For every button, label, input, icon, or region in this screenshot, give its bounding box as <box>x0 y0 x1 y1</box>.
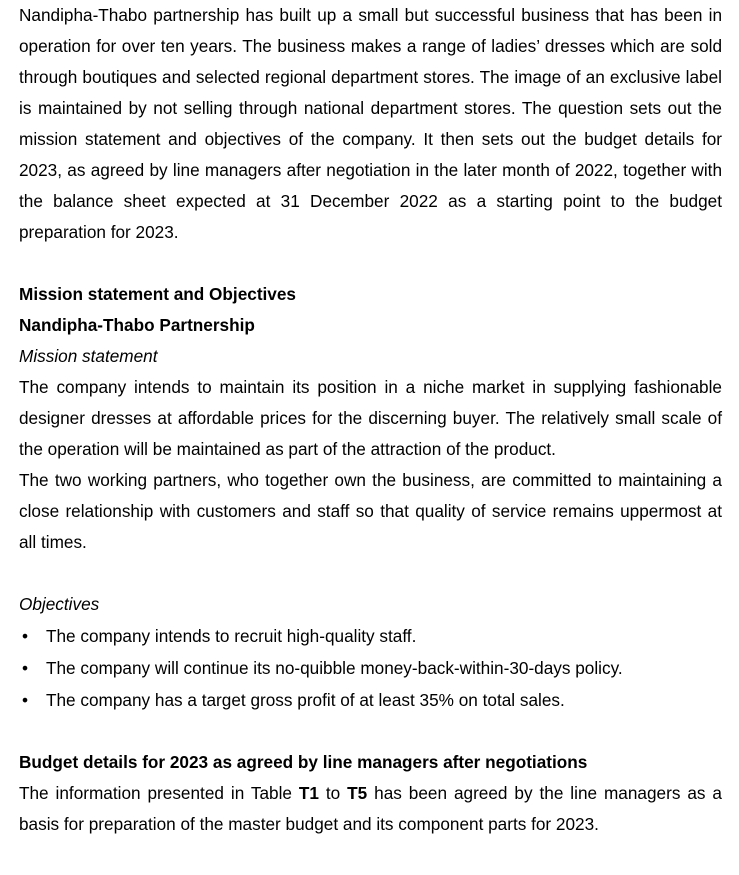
budget-text-part1: The information presented in Table <box>19 783 299 803</box>
objective-text: The company will continue its no-quibble money-back-within-30-days policy. <box>46 658 623 678</box>
bullet-icon: • <box>21 658 29 678</box>
objectives-label: Objectives <box>19 594 100 614</box>
mission-paragraph-2: The two working partners, who together own the business, are committed to maintaining a close relationship with customers and staff so that quality of service remains uppermost at all times. <box>19 470 722 552</box>
spacer <box>19 558 722 589</box>
bullet-icon: • <box>21 690 29 710</box>
list-item <box>19 620 722 652</box>
list-item <box>19 652 722 684</box>
bullet-icon: • <box>21 626 29 646</box>
spacer <box>19 716 722 747</box>
objectives-list <box>19 620 722 716</box>
budget-text-part3: has been agreed by the line managers as a basis for preparation of the master budget and its component parts for 2023. <box>19 783 722 834</box>
budget-text-part2: to <box>318 783 348 803</box>
spacer <box>19 248 722 279</box>
budget-section-heading: Budget details for 2023 as agreed by line managers after negotiations <box>19 752 588 772</box>
objective-text: The company has a target gross profit of at least 35% on total sales. <box>46 690 565 710</box>
intro-paragraph: Nandipha-Thabo partnership has built up a small but successful business that has been in operation for over ten years. The business makes a range of ladies’ dresses which are sold through boutiques and selected regional department stores. The image of an exclusive label is maintained by not selling through national department stores. The question sets out the mission statement and objectives of the company. It then sets out the budget details for 2023, as agreed by line managers after negotiation in the later month of 2022, together with the balance sheet expected at 31 December 2022 as a starting point to the budget preparation for 2023. <box>19 5 722 242</box>
list-item <box>19 684 722 716</box>
company-name-heading: Nandipha-Thabo Partnership <box>19 315 255 335</box>
document-page <box>19 0 722 840</box>
table-ref-end: T5 <box>347 783 368 803</box>
objective-text: The company intends to recruit high-quality staff. <box>46 626 417 646</box>
mission-paragraph-1: The company intends to maintain its position in a niche market in supplying fashionable designer dresses at affordable prices for the discerning buyer. The relatively small scale of the operation will be maintained as part of the attraction of the product. <box>19 377 722 459</box>
budget-paragraph <box>19 778 722 840</box>
mission-section-heading: Mission statement and Objectives <box>19 284 296 304</box>
table-ref-start: T1 <box>298 783 319 803</box>
mission-statement-label: Mission statement <box>19 346 158 366</box>
